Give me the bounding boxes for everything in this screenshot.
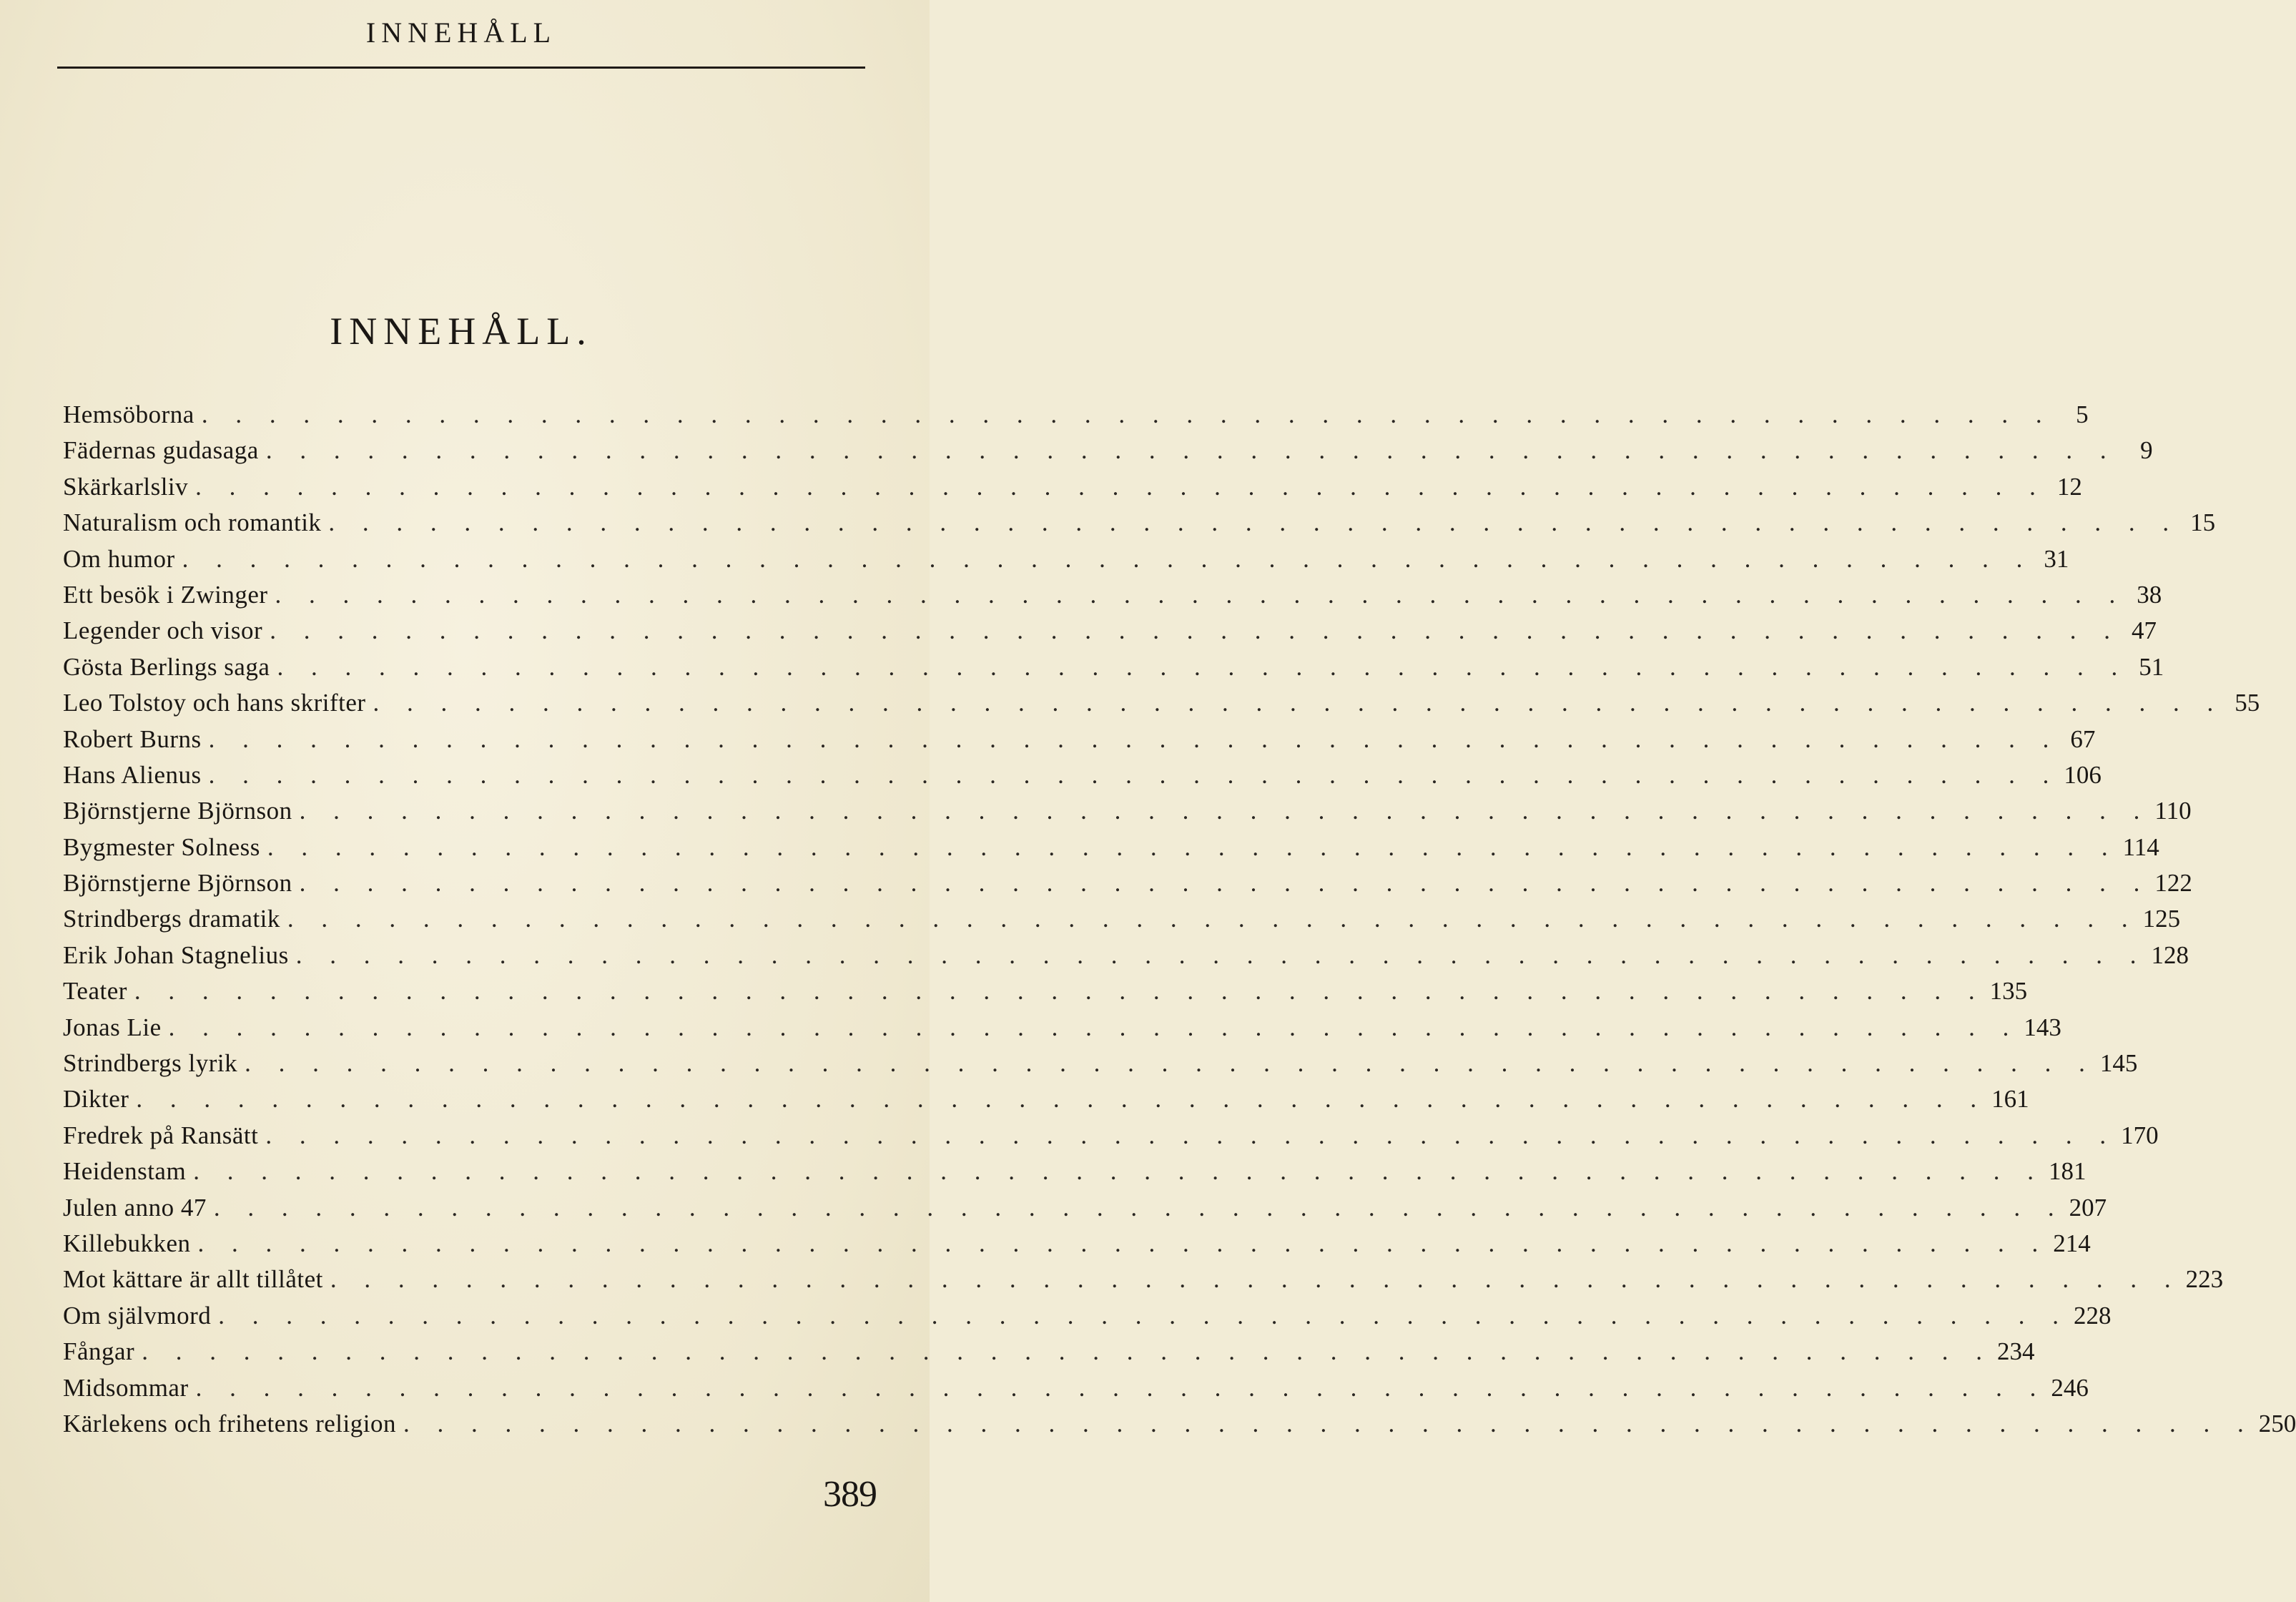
dot-leader: . . . . . . . . . . . . . . . . . . . . . . . . . . . . . . . . . . . . . . . . . . . . . . . . . . . . . . .	[373, 689, 2224, 717]
toc-entry	[63, 973, 2028, 1009]
toc-entry	[63, 505, 2216, 541]
toc-entry	[63, 613, 2157, 649]
dot-leader: . . . . . . . . . . . . . . . . . . . . . . . . . . . . . . . . . . . . . . . . . . . . . . . . . . . . . . .	[299, 869, 2151, 898]
entry-page-number: 250	[2258, 1409, 2296, 1438]
toc-entry	[63, 1154, 2086, 1189]
entry-page-number: 114	[2122, 832, 2159, 861]
entry-page-number: 67	[2070, 724, 2096, 753]
toc-entry	[63, 793, 2192, 829]
toc-entry	[63, 577, 2162, 613]
entry-title: Kärlekens och frihetens religion	[63, 1409, 396, 1438]
entry-title: Strindbergs dramatik	[63, 905, 280, 933]
dot-leader: . . . . . . . . . . . . . . . . . . . . . . . . . . . . . . . . . . . . . . . . . . . . . . . . . . . . . . .	[265, 436, 2117, 465]
entry-page-number: 143	[2024, 1013, 2061, 1041]
dot-leader: . . . . . . . . . . . . . . . . . . . . . . . . . . . . . . . . . . . . . . . . . . . . . . . . . . . . . . .	[136, 1085, 1988, 1114]
toc-entry	[63, 649, 2164, 685]
dot-leader: . . . . . . . . . . . . . . . . . . . . . . . . . . . . . . . . . . . . . . . . . . . . . . . . . . . . . . .	[218, 1301, 2069, 1330]
entry-title: Om humor	[63, 544, 175, 573]
toc-entry	[63, 1046, 2138, 1081]
entry-title: Hans Alienus	[63, 760, 202, 789]
entry-page-number: 223	[2185, 1265, 2224, 1294]
entry-page-number: 135	[1989, 977, 2028, 1006]
header-rule	[57, 67, 865, 69]
toc-entry	[63, 830, 2159, 865]
toc-entry	[63, 901, 2181, 937]
entry-page-number: 9	[2140, 436, 2153, 465]
entry-title: Leo Tolstoy och hans skrifter	[63, 689, 366, 717]
dot-leader: . . . . . . . . . . . . . . . . . . . . . . . . . . . . . . . . . . . . . . . . . . . . . . . . . . . . . . .	[213, 1193, 2065, 1222]
dot-leader: . . . . . . . . . . . . . . . . . . . . . . . . . . . . . . . . . . . . . . . . . . . . . . . . . . . . . . .	[195, 472, 2046, 501]
entry-title: Ett besök i Zwinger	[63, 580, 268, 609]
entry-title: Robert Burns	[63, 724, 202, 753]
entry-title: Strindbergs lyrik	[63, 1049, 238, 1078]
toc-entry	[63, 865, 2192, 901]
dot-leader: . . . . . . . . . . . . . . . . . . . . . . . . . . . . . . . . . . . . . . . . . . . . . . . . . . . . . . .	[197, 1229, 2049, 1257]
toc-entry	[63, 1262, 2224, 1297]
dot-leader: . . . . . . . . . . . . . . . . . . . . . . . . . . . . . . . . . . . . . . . . . . . . . . . . . . . . . . .	[208, 760, 2060, 789]
entry-title: Fädernas gudasaga	[63, 436, 259, 465]
toc-entry	[63, 541, 2069, 577]
entry-page-number: 145	[2099, 1049, 2138, 1078]
entry-page-number: 12	[2056, 472, 2082, 501]
entry-page-number: 15	[2190, 508, 2216, 537]
dot-leader: . . . . . . . . . . . . . . . . . . . . . . . . . . . . . . . . . . . . . . . . . . . . . . . . . . . . . . .	[193, 1157, 2044, 1186]
dot-leader: . . . . . . . . . . . . . . . . . . . . . . . . . . . . . . . . . . . . . . . . . . . . . . . . . . . . . . .	[267, 832, 2119, 861]
page-title: INNEHÅLL.	[330, 310, 593, 353]
entry-page-number: 5	[2076, 400, 2089, 428]
toc-entry	[63, 433, 2153, 468]
dot-leader: . . . . . . . . . . . . . . . . . . . . . . . . . . . . . . . . . . . . . . . . . . . . . . . . . . . . . . .	[287, 905, 2139, 933]
entry-page-number: 55	[2235, 689, 2260, 717]
toc-entry	[63, 1118, 2159, 1154]
toc-entry	[63, 1334, 2035, 1370]
entry-title: Naturalism och romantik	[63, 508, 322, 537]
entry-page-number: 207	[2069, 1193, 2107, 1222]
toc-entry	[63, 1226, 2091, 1262]
toc-entry	[63, 1190, 2107, 1226]
entry-title: Teater	[63, 977, 127, 1006]
entry-page-number: 125	[2142, 905, 2181, 933]
entry-page-number: 228	[2073, 1301, 2112, 1330]
toc-entry	[63, 1010, 2061, 1046]
entry-title: Gösta Berlings saga	[63, 652, 270, 681]
entry-page-number: 122	[2154, 869, 2192, 898]
entry-title: Heidenstam	[63, 1157, 187, 1186]
entry-title: Midsommar	[63, 1373, 189, 1402]
dot-leader: . . . . . . . . . . . . . . . . . . . . . . . . . . . . . . . . . . . . . . . . . . . . . . . . . . . . . . .	[328, 508, 2180, 537]
entry-title: Björnstjerne Björnson	[63, 797, 292, 825]
toc-entry	[63, 1370, 2089, 1406]
entry-page-number: 106	[2064, 760, 2102, 789]
dot-leader: . . . . . . . . . . . . . . . . . . . . . . . . . . . . . . . . . . . . . . . . . . . . . . . . . . . . . . .	[295, 940, 2147, 969]
entry-title: Om självmord	[63, 1301, 212, 1330]
toc-entry	[63, 1081, 2029, 1117]
dot-leader: . . . . . . . . . . . . . . . . . . . . . . . . . . . . . . . . . . . . . . . . . . . . . . . . . . . . . . .	[275, 580, 2127, 609]
toc-entry	[63, 685, 2260, 721]
entry-title: Bygmester Solness	[63, 832, 260, 861]
entry-page-number: 128	[2151, 940, 2189, 969]
entry-page-number: 51	[2139, 652, 2164, 681]
dot-leader: . . . . . . . . . . . . . . . . . . . . . . . . . . . . . . . . . . . . . . . . . . . . . . . . . . . . . . .	[245, 1049, 2096, 1078]
dot-leader: . . . . . . . . . . . . . . . . . . . . . . . . . . . . . . . . . . . . . . . . . . . . . . . . . . . . . . .	[142, 1337, 1993, 1366]
entry-page-number: 110	[2154, 797, 2192, 825]
entry-title: Fredrek på Ransätt	[63, 1121, 259, 1149]
dot-leader: . . . . . . . . . . . . . . . . . . . . . . . . . . . . . . . . . . . . . . . . . . . . . . . . . . . . . . .	[277, 652, 2129, 681]
dot-leader: . . . . . . . . . . . . . . . . . . . . . . . . . . . . . . . . . . . . . . . . . . . . . . . . . . . . . . .	[182, 544, 2034, 573]
dot-leader: . . . . . . . . . . . . . . . . . . . . . . . . . . . . . . . . . . . . . . . . . . . . . . . . . . . . . . .	[265, 1121, 2117, 1149]
entry-page-number: 246	[2051, 1373, 2089, 1402]
entry-title: Julen anno 47	[63, 1193, 207, 1222]
entry-page-number: 170	[2121, 1121, 2159, 1149]
entry-title: Jonas Lie	[63, 1013, 162, 1041]
dot-leader: . . . . . . . . . . . . . . . . . . . . . . . . . . . . . . . . . . . . . . . . . . . . . . . . . . . . . . .	[403, 1409, 2255, 1438]
entry-title: Fångar	[63, 1337, 135, 1366]
dot-leader: . . . . . . . . . . . . . . . . . . . . . . . . . . . . . . . . . . . . . . . . . . . . . . . . . . . . . . .	[168, 1013, 2020, 1041]
entry-title: Killebukken	[63, 1229, 191, 1257]
dot-leader: . . . . . . . . . . . . . . . . . . . . . . . . . . . . . . . . . . . . . . . . . . . . . . . . . . . . . . .	[330, 1265, 2182, 1294]
entry-title: Björnstjerne Björnson	[63, 869, 292, 898]
dot-leader: . . . . . . . . . . . . . . . . . . . . . . . . . . . . . . . . . . . . . . . . . . . . . . . . . . . . . . .	[299, 797, 2151, 825]
entry-title: Skärkarlsliv	[63, 472, 189, 501]
entry-title: Dikter	[63, 1085, 129, 1114]
table-of-contents	[63, 397, 2296, 1442]
toc-entry	[63, 1406, 2296, 1442]
entry-page-number: 214	[2053, 1229, 2091, 1257]
dot-leader: . . . . . . . . . . . . . . . . . . . . . . . . . . . . . . . . . . . . . . . . . . . . . . . . . . . . . . .	[270, 616, 2121, 645]
toc-entry	[63, 469, 2082, 505]
entry-page-number: 234	[1996, 1337, 2035, 1366]
toc-entry	[63, 938, 2189, 973]
entry-title: Mot kättare är allt tillåtet	[63, 1265, 323, 1294]
entry-page-number: 31	[2044, 544, 2069, 573]
entry-title: Erik Johan Stagnelius	[63, 940, 289, 969]
dot-leader: . . . . . . . . . . . . . . . . . . . . . . . . . . . . . . . . . . . . . . . . . . . . . . . . . . . . . . .	[134, 977, 1986, 1006]
dot-leader: . . . . . . . . . . . . . . . . . . . . . . . . . . . . . . . . . . . . . . . . . . . . . . . . . . . . . . .	[195, 1373, 2047, 1402]
toc-entry	[63, 397, 2089, 433]
dot-leader: . . . . . . . . . . . . . . . . . . . . . . . . . . . . . . . . . . . . . . . . . . . . . . . . . . . . . . .	[201, 400, 2053, 428]
entry-page-number: 161	[1991, 1085, 2029, 1114]
entry-page-number: 38	[2137, 580, 2162, 609]
entry-title: Hemsöborna	[63, 400, 194, 428]
toc-entry	[63, 757, 2102, 793]
entry-title: Legender och visor	[63, 616, 263, 645]
entry-page-number: 181	[2048, 1157, 2086, 1186]
page-number: 389	[823, 1474, 877, 1515]
running-head: INNEHÅLL	[365, 16, 557, 49]
entry-page-number: 47	[2131, 616, 2157, 645]
toc-entry	[63, 722, 2096, 757]
dot-leader: . . . . . . . . . . . . . . . . . . . . . . . . . . . . . . . . . . . . . . . . . . . . . . . . . . . . . . .	[208, 724, 2060, 753]
toc-entry	[63, 1298, 2112, 1334]
